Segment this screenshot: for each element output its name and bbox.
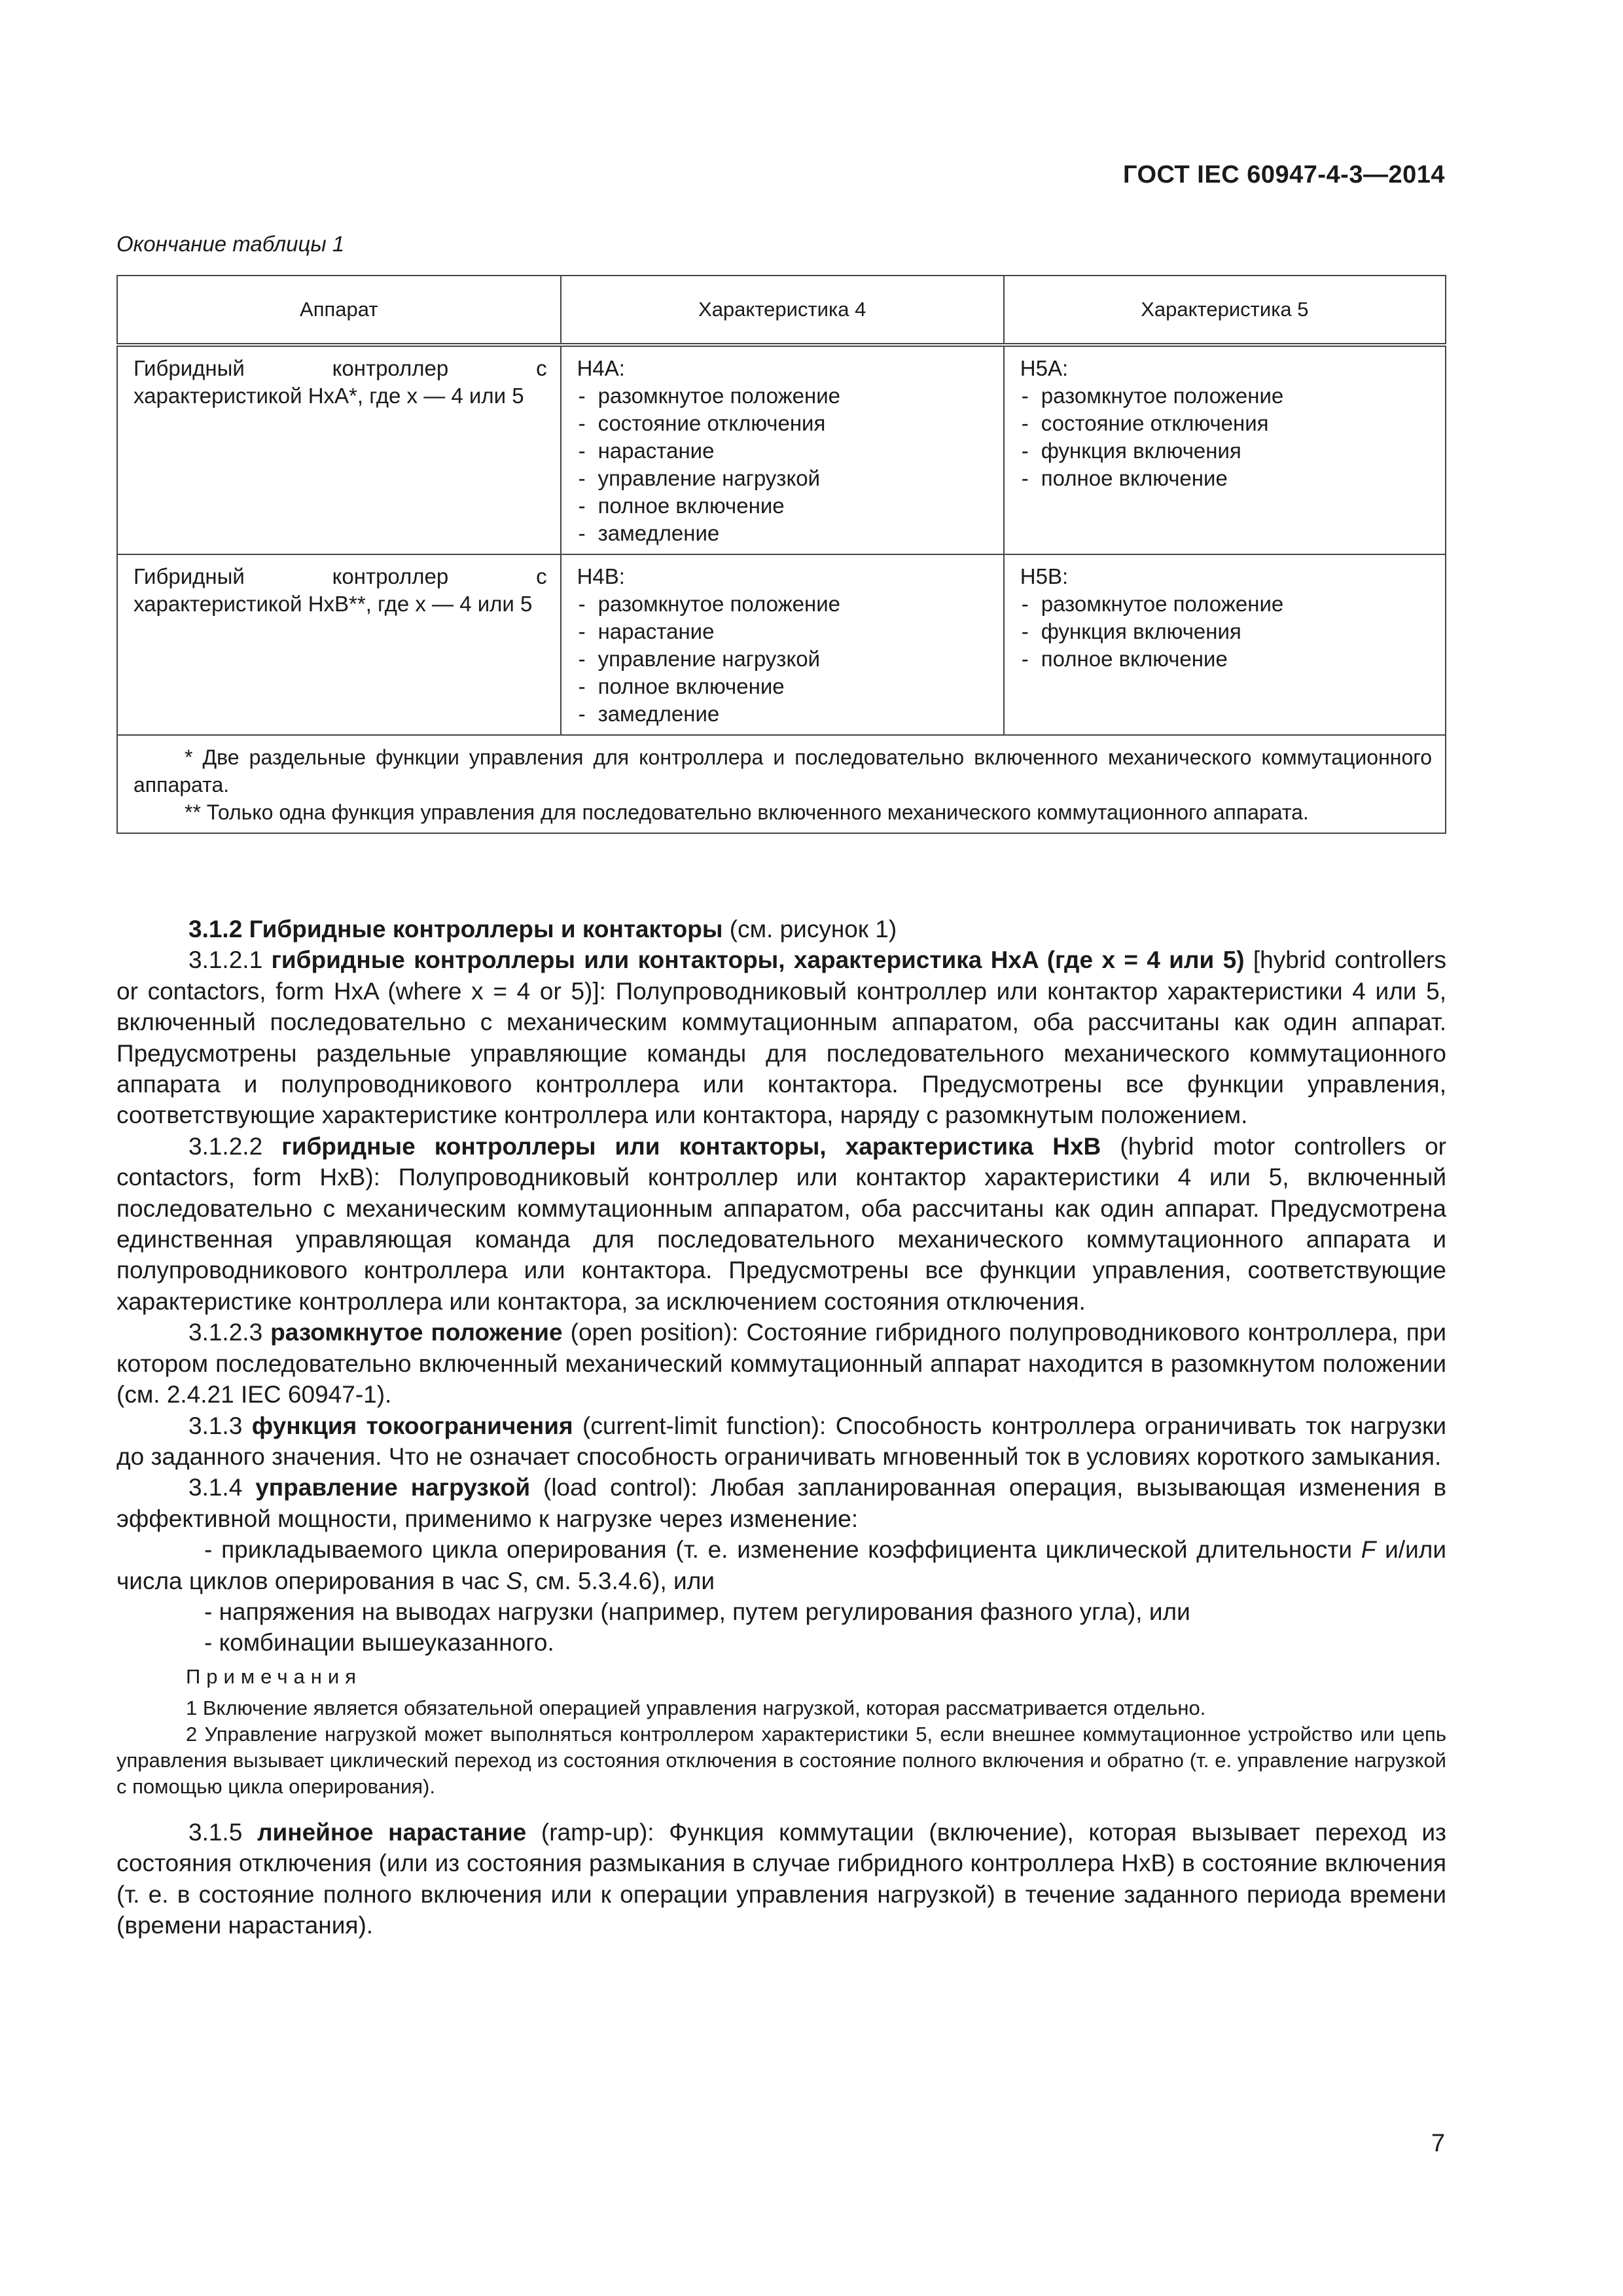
symbol-f: F — [1361, 1536, 1376, 1564]
footnote: ** Только одна функция управления для последовательно включенного механического коммутационного аппарата. — [185, 800, 1309, 824]
char5-cell — [1004, 345, 1446, 554]
main-text — [116, 914, 1446, 1941]
term: разомкнутое положение — [270, 1319, 563, 1346]
definition-paragraph — [116, 1472, 1446, 1534]
definition-text: (ramp-up): Функция коммутации (включение), которая вызывает переход из состояния отключения (или из состояния размыкания в случае гибридного контроллера HxB) в состояние включения (т. е. в состояние полного включения или к операции управления нагрузкой) в течение заданного периода времени (времени нарастания). — [116, 1818, 1447, 1939]
term: гибридные контроллеры или контакторы, характеристика HxA (где x = 4 или 5) — [271, 946, 1245, 974]
footnote: * Две раздельные функции управления для контроллера и последовательно включенного механического коммутационного аппарата. — [134, 745, 1432, 797]
list-item: - разомкнутое положение — [577, 590, 990, 618]
notes-title: Примечания — [186, 1664, 362, 1688]
term: функция токоограничения — [251, 1412, 573, 1439]
list-item: - полное включение — [1020, 645, 1432, 673]
list-item: - управление нагрузкой — [577, 465, 990, 492]
device-description: Гибридный контроллер с характеристикой HxA*, где x — 4 или 5 — [134, 356, 547, 408]
char5-list — [1020, 590, 1432, 673]
list-item: - функция включения — [1020, 618, 1432, 645]
char5-cell — [1004, 554, 1446, 735]
column-header-device: Аппарат — [117, 276, 561, 345]
list-item: - полное включение — [577, 673, 990, 700]
column-header-char4: Характеристика 4 — [561, 276, 1004, 345]
note: 2 Управление нагрузкой может выполняться контроллером характеристики 5, если внешнее коммутационное устройство или цепь управления вызывает циклический переход из состояния отключения в состояние полного включения и обратно (т. е. управление нагрузкой с помощью цикла оперирования). — [116, 1722, 1446, 1798]
clause-number: 3.1.3 — [188, 1412, 243, 1439]
char4-list — [577, 382, 990, 547]
definition-paragraph — [116, 1410, 1446, 1473]
list-item: - разомкнутое положение — [1020, 590, 1432, 618]
table-row — [117, 345, 1446, 554]
symbol-s: S — [506, 1567, 522, 1594]
list-item-text: прикладываемого цикла оперирования (т. е. изменение коэффициента циклической длительности — [221, 1536, 1361, 1564]
list-item: - замедление — [577, 700, 990, 728]
device-description: Гибридный контроллер с характеристикой HxB**, где x — 4 или 5 — [134, 564, 547, 616]
char4-cell — [561, 554, 1004, 735]
notes-block — [116, 1664, 1446, 1800]
list-item-text: напряжения на выводах нагрузки (например, путем регулирования фазного угла), или — [219, 1598, 1190, 1625]
table-footnotes — [117, 735, 1446, 833]
note: 1 Включение является обязательной операцией управления нагрузкой, которая рассматривается отдельно. — [186, 1696, 1206, 1719]
list-item: - состояние отключения — [577, 410, 990, 437]
list-item: - разомкнутое положение — [577, 382, 990, 410]
device-cell — [117, 345, 561, 554]
definition-text: (load control): Любая запланированная операция, вызывающая изменения в эффективной мощности, применимо к нагрузке через изменение: — [116, 1474, 1447, 1532]
term: линейное нарастание — [257, 1818, 527, 1846]
definition-text: (hybrid motor controllers or contactors, form HxB): Полупроводниковый контроллер или контактор характеристики 4 или 5, включенный последовательно с механическим коммутационным аппаратом, оба рассчитаны как один аппарат. Предусмотрена единственная управляющая команда для последовательного механического коммутационного аппарата и полупроводникового контроллера или контактора. Предусмотрены все функции управления, соответствующие характеристике контроллера или контактора, за исключением состояния отключения. — [116, 1132, 1446, 1315]
section-heading — [116, 914, 1446, 944]
table-row — [117, 554, 1446, 735]
list-item: - прикладываемого цикла оперирования (т. е. изменение коэффициента циклической длительности F и/или числа циклов оперирования в час S, см. 5.3.4.6), или — [116, 1536, 1446, 1594]
definition-text: [hybrid controllers or contactors, form HxA (where x = 4 or 5)]: Полупроводниковый контроллер или контактор характеристики 4 или 5, включенный последовательно с механическим коммутационным аппаратом, оба рассчитаны как один аппарат. Предусмотрены раздельные управляющие команды для последовательного механического коммутационного аппарата и полупроводникового контроллера или контактора. Предусмотрены все функции управления, соответствующие характеристике контроллера или контактора, наряду с разомкнутым положением. — [116, 946, 1446, 1129]
definition-paragraph — [116, 1817, 1446, 1941]
standard-code: ГОСТ IEC 60947-4-3—2014 — [1122, 161, 1445, 188]
list-item: - нарастание — [577, 618, 990, 645]
definition-text: (open position): Состояние гибридного полупроводникового контроллера, при котором последовательно включенный механический коммутационный аппарат находится в разомкнутом положении (см. 2.4.21 IEC 60947-1). — [116, 1319, 1446, 1408]
char5-list — [1020, 382, 1432, 492]
definition-paragraph — [116, 944, 1446, 1130]
section-title: Гибридные контроллеры и контакторы — [249, 916, 723, 942]
char4-code: H4B: — [577, 564, 625, 588]
table-footnotes-row — [117, 735, 1446, 833]
list-item: - комбинации вышеуказанного. — [204, 1629, 554, 1657]
list-item: - полное включение — [1020, 465, 1432, 492]
char5-code: H5B: — [1020, 564, 1069, 588]
list-item: - полное включение — [577, 492, 990, 520]
list-item: - разомкнутое положение — [1020, 382, 1432, 410]
section-reference: (см. рисунок 1) — [722, 916, 897, 942]
list-item: - управление нагрузкой — [577, 645, 990, 673]
list-item: - замедление — [577, 520, 990, 547]
clause-number: 3.1.4 — [188, 1474, 243, 1501]
section-number: 3.1.2 — [188, 916, 243, 942]
definition-paragraph — [116, 1131, 1446, 1317]
char4-code: H4A: — [577, 356, 625, 380]
list-item-text: , см. 5.3.4.6), или — [522, 1567, 715, 1594]
list-item: - нарастание — [577, 437, 990, 465]
definition-text: (current-limit function): Способность контроллера ограничивать ток нагрузки до заданного значения. Что не означает способность ограничивать мгновенный ток в условиях короткого замыкания. — [116, 1412, 1446, 1470]
term: управление нагрузкой — [255, 1474, 531, 1501]
char4-cell — [561, 345, 1004, 554]
list-item: - функция включения — [1020, 437, 1432, 465]
list-item-text: и/или числа циклов оперирования в час — [116, 1536, 1446, 1594]
list-item-text: комбинации вышеуказанного. — [219, 1629, 554, 1657]
list-item: - состояние отключения — [1020, 410, 1432, 437]
term: гибридные контроллеры или контакторы, характеристика HxB — [281, 1132, 1101, 1160]
table-caption: Окончание таблицы 1 — [116, 232, 345, 256]
column-header-char5: Характеристика 5 — [1004, 276, 1446, 345]
device-cell — [117, 554, 561, 735]
clause-number: 3.1.2.3 — [188, 1319, 263, 1346]
page-number: 7 — [1431, 2130, 1445, 2157]
definition-paragraph — [116, 1317, 1446, 1410]
clause-number: 3.1.2.1 — [188, 946, 263, 974]
table-header-row — [117, 276, 1446, 345]
list-item: - напряжения на выводах нагрузки (например, путем регулирования фазного угла), или — [204, 1598, 1190, 1625]
char4-list — [577, 590, 990, 728]
clause-number: 3.1.5 — [188, 1818, 243, 1846]
char5-code: H5A: — [1020, 356, 1069, 380]
characteristics-table — [116, 275, 1446, 834]
clause-number: 3.1.2.2 — [188, 1132, 263, 1160]
